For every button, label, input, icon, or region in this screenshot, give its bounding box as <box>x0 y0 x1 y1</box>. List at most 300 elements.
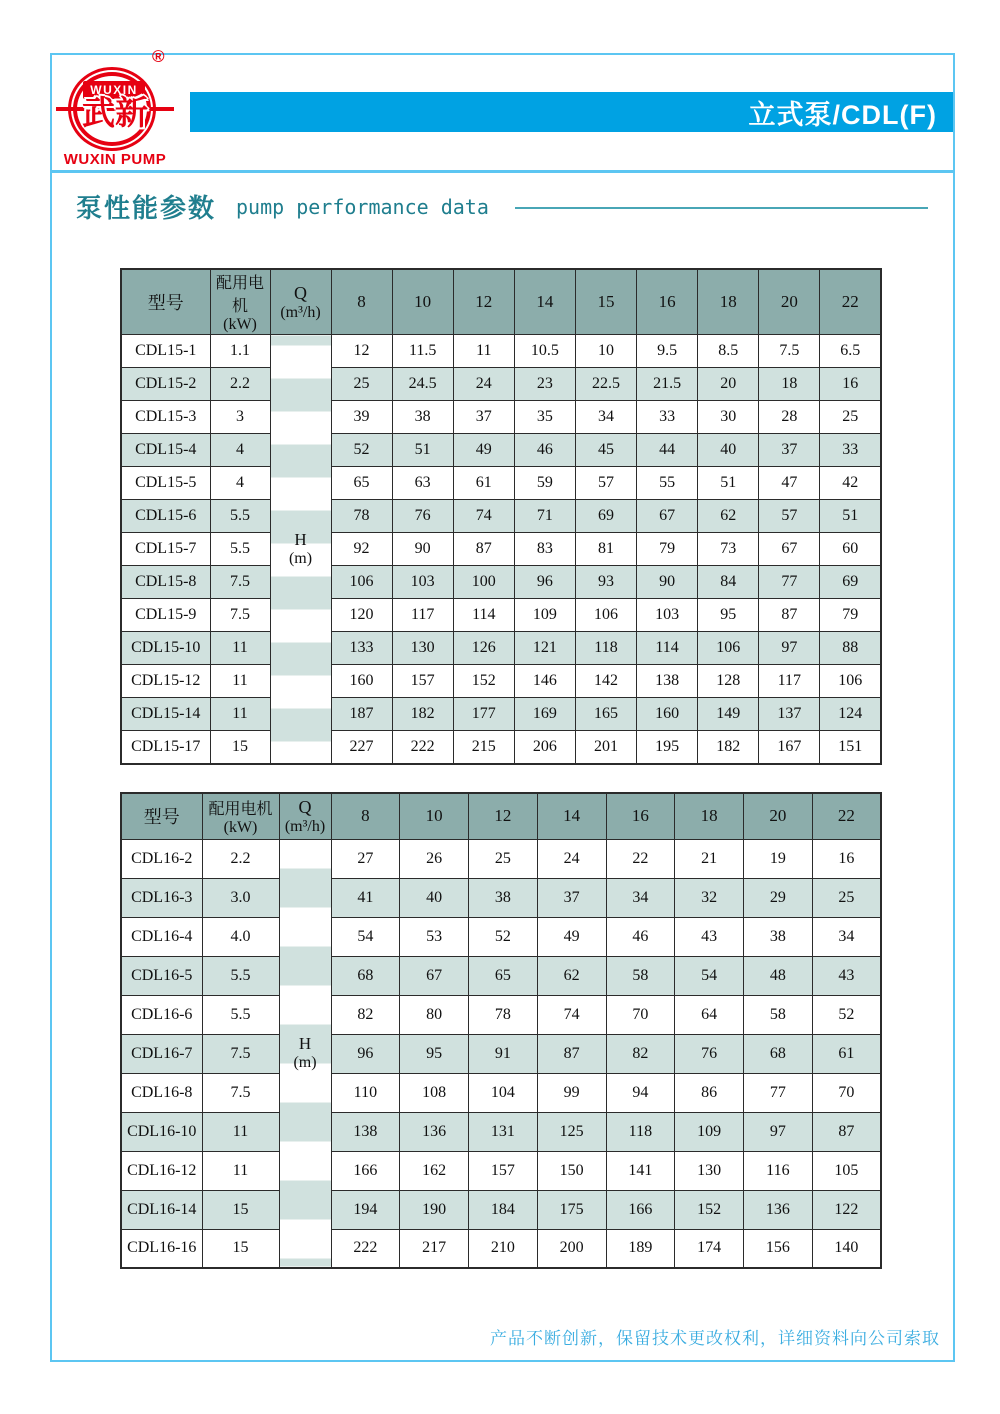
head-value-cell: 62 <box>698 500 759 533</box>
head-value-cell: 206 <box>514 731 575 764</box>
head-value-cell: 83 <box>514 533 575 566</box>
head-value-cell: 137 <box>759 698 820 731</box>
head-value-cell: 141 <box>606 1151 675 1190</box>
head-value-cell: 48 <box>744 956 813 995</box>
head-value-cell: 49 <box>537 917 606 956</box>
head-value-cell: 96 <box>331 1034 400 1073</box>
header-flow-15: 15 <box>575 269 636 335</box>
head-value-cell: 222 <box>392 731 453 764</box>
head-value-cell: 67 <box>637 500 698 533</box>
header-flow-12: 12 <box>453 269 514 335</box>
head-value-cell: 126 <box>453 632 514 665</box>
head-value-cell: 57 <box>575 467 636 500</box>
head-unit-line1: H <box>294 529 307 549</box>
head-value-cell: 20 <box>698 368 759 401</box>
company-logo <box>52 45 182 175</box>
table-row <box>121 1112 881 1151</box>
head-value-cell: 46 <box>514 434 575 467</box>
section-title-rule <box>515 207 928 209</box>
head-value-cell: 43 <box>675 917 744 956</box>
model-cell: CDL16-10 <box>121 1112 202 1151</box>
head-value-cell: 109 <box>514 599 575 632</box>
head-value-cell: 8.5 <box>698 335 759 368</box>
table-row <box>121 368 881 401</box>
head-value-cell: 32 <box>675 878 744 917</box>
table-row <box>121 1151 881 1190</box>
head-value-cell: 7.5 <box>759 335 820 368</box>
head-value-cell: 131 <box>469 1112 538 1151</box>
head-unit-line1: H <box>298 1034 312 1054</box>
head-value-cell: 24 <box>453 368 514 401</box>
power-cell: 3.0 <box>202 878 279 917</box>
power-cell: 11 <box>202 1112 279 1151</box>
table-row <box>121 839 881 878</box>
header-row <box>121 793 881 839</box>
head-value-cell: 79 <box>820 599 881 632</box>
head-value-cell: 30 <box>698 401 759 434</box>
head-value-cell: 114 <box>637 632 698 665</box>
section-title <box>76 188 928 225</box>
head-value-cell: 200 <box>537 1229 606 1268</box>
head-value-cell: 105 <box>812 1151 881 1190</box>
head-value-cell: 12 <box>331 335 392 368</box>
table-row <box>121 467 881 500</box>
head-value-cell: 156 <box>744 1229 813 1268</box>
head-value-cell: 80 <box>400 995 469 1034</box>
header-flow-8: 8 <box>331 793 400 839</box>
head-value-cell: 96 <box>514 566 575 599</box>
head-value-cell: 46 <box>606 917 675 956</box>
head-value-cell: 152 <box>453 665 514 698</box>
header-motor <box>210 269 270 335</box>
power-cell: 2.2 <box>202 839 279 878</box>
model-cell: CDL15-8 <box>121 566 210 599</box>
head-value-cell: 90 <box>637 566 698 599</box>
head-value-cell: 59 <box>514 467 575 500</box>
head-value-cell: 70 <box>606 995 675 1034</box>
head-value-cell: 19 <box>744 839 813 878</box>
head-value-cell: 35 <box>514 401 575 434</box>
cdl16-performance-table <box>120 792 882 1269</box>
head-value-cell: 150 <box>537 1151 606 1190</box>
head-unit-merged-cell <box>279 839 331 1268</box>
head-value-cell: 104 <box>469 1073 538 1112</box>
head-value-cell: 108 <box>400 1073 469 1112</box>
header-motor-line2: (kW) <box>223 818 258 836</box>
head-value-cell: 68 <box>331 956 400 995</box>
head-value-cell: 16 <box>812 839 881 878</box>
header-q-line1: Q <box>298 796 312 817</box>
head-value-cell: 103 <box>637 599 698 632</box>
head-value-cell: 54 <box>675 956 744 995</box>
head-value-cell: 175 <box>537 1190 606 1229</box>
head-value-cell: 6.5 <box>820 335 881 368</box>
head-value-cell: 26 <box>400 839 469 878</box>
header-flow-16: 16 <box>606 793 675 839</box>
model-cell: CDL16-8 <box>121 1073 202 1112</box>
head-value-cell: 87 <box>453 533 514 566</box>
head-value-cell: 58 <box>606 956 675 995</box>
model-cell: CDL16-14 <box>121 1190 202 1229</box>
head-value-cell: 64 <box>675 995 744 1034</box>
header-motor-line1: 配用电机 <box>215 275 264 315</box>
head-value-cell: 37 <box>453 401 514 434</box>
head-value-cell: 37 <box>537 878 606 917</box>
logo-wuxin-box: WUXIN <box>83 81 145 99</box>
head-value-cell: 146 <box>514 665 575 698</box>
table-row <box>121 1190 881 1229</box>
head-value-cell: 160 <box>331 665 392 698</box>
head-value-cell: 69 <box>820 566 881 599</box>
power-cell: 5.5 <box>202 995 279 1034</box>
head-value-cell: 217 <box>400 1229 469 1268</box>
table-row <box>121 1229 881 1268</box>
head-value-cell: 151 <box>820 731 881 764</box>
head-value-cell: 128 <box>698 665 759 698</box>
head-value-cell: 63 <box>392 467 453 500</box>
head-value-cell: 65 <box>331 467 392 500</box>
header-q-line2: (m³/h) <box>284 817 326 835</box>
head-unit-merged-cell <box>270 335 331 764</box>
head-value-cell: 167 <box>759 731 820 764</box>
head-value-cell: 138 <box>331 1112 400 1151</box>
head-value-cell: 177 <box>453 698 514 731</box>
head-value-cell: 69 <box>575 500 636 533</box>
head-value-cell: 162 <box>400 1151 469 1190</box>
head-value-cell: 44 <box>637 434 698 467</box>
power-cell: 15 <box>210 731 270 764</box>
power-cell: 2.2 <box>210 368 270 401</box>
registered-trademark-icon: ® <box>152 47 165 66</box>
header-model: 型号 <box>121 269 210 335</box>
header-flow-8: 8 <box>331 269 392 335</box>
head-value-cell: 227 <box>331 731 392 764</box>
head-value-cell: 100 <box>453 566 514 599</box>
header-model: 型号 <box>121 793 202 839</box>
header-banner <box>190 92 953 132</box>
head-value-cell: 25 <box>331 368 392 401</box>
head-value-cell: 34 <box>575 401 636 434</box>
head-value-cell: 78 <box>469 995 538 1034</box>
power-cell: 5.5 <box>210 533 270 566</box>
head-value-cell: 87 <box>812 1112 881 1151</box>
head-value-cell: 16 <box>820 368 881 401</box>
footer-disclaimer: 产品不断创新，保留技术更改权利，详细资料向公司索取 <box>490 1329 940 1348</box>
head-value-cell: 106 <box>575 599 636 632</box>
model-cell: CDL15-7 <box>121 533 210 566</box>
header-flow-10: 10 <box>400 793 469 839</box>
model-cell: CDL16-5 <box>121 956 202 995</box>
head-value-cell: 130 <box>675 1151 744 1190</box>
head-value-cell: 76 <box>675 1034 744 1073</box>
head-value-cell: 157 <box>392 665 453 698</box>
power-cell: 7.5 <box>202 1034 279 1073</box>
model-cell: CDL15-1 <box>121 335 210 368</box>
head-value-cell: 73 <box>698 533 759 566</box>
head-value-cell: 133 <box>331 632 392 665</box>
head-value-cell: 118 <box>606 1112 675 1151</box>
table-row <box>121 1073 881 1112</box>
head-value-cell: 210 <box>469 1229 538 1268</box>
head-value-cell: 160 <box>637 698 698 731</box>
header-motor <box>202 793 279 839</box>
head-value-cell: 86 <box>675 1073 744 1112</box>
header-flow-12: 12 <box>469 793 538 839</box>
head-value-cell: 65 <box>469 956 538 995</box>
head-value-cell: 29 <box>744 878 813 917</box>
head-value-cell: 41 <box>331 878 400 917</box>
head-value-cell: 43 <box>812 956 881 995</box>
header-q-line1: Q <box>294 282 307 303</box>
table-row <box>121 878 881 917</box>
table-row <box>121 599 881 632</box>
head-value-cell: 142 <box>575 665 636 698</box>
head-value-cell: 222 <box>331 1229 400 1268</box>
model-cell: CDL15-9 <box>121 599 210 632</box>
head-value-cell: 79 <box>637 533 698 566</box>
head-value-cell: 68 <box>744 1034 813 1073</box>
logo-chinese-name: 武新 <box>82 94 148 131</box>
head-value-cell: 25 <box>820 401 881 434</box>
head-value-cell: 166 <box>606 1190 675 1229</box>
power-cell: 11 <box>210 698 270 731</box>
power-cell: 11 <box>202 1151 279 1190</box>
model-cell: CDL15-3 <box>121 401 210 434</box>
head-value-cell: 125 <box>537 1112 606 1151</box>
head-value-cell: 189 <box>606 1229 675 1268</box>
head-value-cell: 88 <box>820 632 881 665</box>
power-cell: 11 <box>210 632 270 665</box>
head-value-cell: 9.5 <box>637 335 698 368</box>
power-cell: 4 <box>210 467 270 500</box>
table-row <box>121 533 881 566</box>
power-cell: 15 <box>202 1229 279 1268</box>
head-value-cell: 109 <box>675 1112 744 1151</box>
head-value-cell: 52 <box>331 434 392 467</box>
model-cell: CDL15-6 <box>121 500 210 533</box>
model-cell: CDL16-7 <box>121 1034 202 1073</box>
head-unit-line2: (m) <box>293 1054 317 1072</box>
page-title: 立式泵/CDL(F) <box>748 99 937 130</box>
head-value-cell: 201 <box>575 731 636 764</box>
power-cell: 15 <box>202 1190 279 1229</box>
head-value-cell: 52 <box>812 995 881 1034</box>
section-title-chinese: 泵性能参数 <box>76 193 217 223</box>
head-value-cell: 94 <box>606 1073 675 1112</box>
head-value-cell: 106 <box>820 665 881 698</box>
section-title-english: pump performance data <box>236 194 489 219</box>
head-value-cell: 190 <box>400 1190 469 1229</box>
logo-caption: WUXIN PUMP <box>63 151 167 168</box>
head-value-cell: 21 <box>675 839 744 878</box>
head-value-cell: 51 <box>698 467 759 500</box>
head-value-cell: 10.5 <box>514 335 575 368</box>
head-value-cell: 82 <box>331 995 400 1034</box>
head-value-cell: 152 <box>675 1190 744 1229</box>
head-value-cell: 174 <box>675 1229 744 1268</box>
head-value-cell: 38 <box>392 401 453 434</box>
head-value-cell: 95 <box>698 599 759 632</box>
header-flow-14: 14 <box>537 793 606 839</box>
power-cell: 4.0 <box>202 917 279 956</box>
model-cell: CDL15-5 <box>121 467 210 500</box>
table-row <box>121 917 881 956</box>
head-value-cell: 22.5 <box>575 368 636 401</box>
model-cell: CDL15-4 <box>121 434 210 467</box>
head-value-cell: 11 <box>453 335 514 368</box>
head-value-cell: 182 <box>698 731 759 764</box>
head-value-cell: 24.5 <box>392 368 453 401</box>
head-value-cell: 18 <box>759 368 820 401</box>
head-value-cell: 87 <box>759 599 820 632</box>
head-value-cell: 51 <box>820 500 881 533</box>
head-value-cell: 195 <box>637 731 698 764</box>
head-value-cell: 93 <box>575 566 636 599</box>
head-value-cell: 34 <box>812 917 881 956</box>
head-value-cell: 57 <box>759 500 820 533</box>
head-value-cell: 67 <box>400 956 469 995</box>
power-cell: 5.5 <box>202 956 279 995</box>
head-value-cell: 110 <box>331 1073 400 1112</box>
head-value-cell: 61 <box>453 467 514 500</box>
head-value-cell: 22 <box>606 839 675 878</box>
head-value-cell: 117 <box>392 599 453 632</box>
head-value-cell: 97 <box>744 1112 813 1151</box>
head-value-cell: 34 <box>606 878 675 917</box>
head-value-cell: 82 <box>606 1034 675 1073</box>
head-value-cell: 47 <box>759 467 820 500</box>
model-cell: CDL15-2 <box>121 368 210 401</box>
head-value-cell: 169 <box>514 698 575 731</box>
head-value-cell: 121 <box>514 632 575 665</box>
model-cell: CDL16-4 <box>121 917 202 956</box>
head-value-cell: 120 <box>331 599 392 632</box>
head-value-cell: 70 <box>812 1073 881 1112</box>
model-cell: CDL15-17 <box>121 731 210 764</box>
head-value-cell: 33 <box>637 401 698 434</box>
model-cell: CDL16-16 <box>121 1229 202 1268</box>
header-flow-10: 10 <box>392 269 453 335</box>
header-row <box>121 269 881 335</box>
head-value-cell: 90 <box>392 533 453 566</box>
header-flow-14: 14 <box>514 269 575 335</box>
power-cell: 3 <box>210 401 270 434</box>
head-value-cell: 71 <box>514 500 575 533</box>
header-flow-22: 22 <box>820 269 881 335</box>
header-q <box>270 269 331 335</box>
head-value-cell: 52 <box>469 917 538 956</box>
header-flow-18: 18 <box>698 269 759 335</box>
head-value-cell: 54 <box>331 917 400 956</box>
head-value-cell: 136 <box>400 1112 469 1151</box>
power-cell: 4 <box>210 434 270 467</box>
head-value-cell: 77 <box>759 566 820 599</box>
head-value-cell: 42 <box>820 467 881 500</box>
model-cell: CDL15-10 <box>121 632 210 665</box>
header-motor-line1: 配用电机 <box>208 800 273 818</box>
head-value-cell: 187 <box>331 698 392 731</box>
head-value-cell: 84 <box>698 566 759 599</box>
head-value-cell: 40 <box>698 434 759 467</box>
head-value-cell: 74 <box>537 995 606 1034</box>
head-value-cell: 25 <box>469 839 538 878</box>
table-row <box>121 1034 881 1073</box>
model-cell: CDL15-12 <box>121 665 210 698</box>
head-value-cell: 55 <box>637 467 698 500</box>
head-value-cell: 117 <box>759 665 820 698</box>
head-value-cell: 11.5 <box>392 335 453 368</box>
power-cell: 7.5 <box>210 599 270 632</box>
header-flow-20: 20 <box>759 269 820 335</box>
table-row <box>121 698 881 731</box>
power-cell: 7.5 <box>202 1073 279 1112</box>
header-flow-16: 16 <box>637 269 698 335</box>
table-row <box>121 665 881 698</box>
head-unit-line2: (m) <box>288 549 313 567</box>
head-value-cell: 37 <box>759 434 820 467</box>
model-cell: CDL16-2 <box>121 839 202 878</box>
head-value-cell: 165 <box>575 698 636 731</box>
power-cell: 5.5 <box>210 500 270 533</box>
table-row <box>121 335 881 368</box>
head-value-cell: 10 <box>575 335 636 368</box>
table-row <box>121 995 881 1034</box>
head-value-cell: 81 <box>575 533 636 566</box>
head-value-cell: 61 <box>812 1034 881 1073</box>
head-value-cell: 76 <box>392 500 453 533</box>
head-value-cell: 149 <box>698 698 759 731</box>
head-value-cell: 58 <box>744 995 813 1034</box>
head-value-cell: 53 <box>400 917 469 956</box>
head-value-cell: 97 <box>759 632 820 665</box>
head-value-cell: 124 <box>820 698 881 731</box>
head-value-cell: 60 <box>820 533 881 566</box>
table-row <box>121 401 881 434</box>
table-row <box>121 566 881 599</box>
head-value-cell: 140 <box>812 1229 881 1268</box>
head-value-cell: 23 <box>514 368 575 401</box>
head-value-cell: 95 <box>400 1034 469 1073</box>
header-divider-line <box>50 170 953 173</box>
head-value-cell: 138 <box>637 665 698 698</box>
head-value-cell: 78 <box>331 500 392 533</box>
head-value-cell: 39 <box>331 401 392 434</box>
head-value-cell: 92 <box>331 533 392 566</box>
header-q <box>279 793 331 839</box>
head-value-cell: 103 <box>392 566 453 599</box>
header-motor-line2: (kW) <box>223 316 257 333</box>
head-value-cell: 136 <box>744 1190 813 1229</box>
model-cell: CDL16-12 <box>121 1151 202 1190</box>
model-cell: CDL16-3 <box>121 878 202 917</box>
model-cell: CDL16-6 <box>121 995 202 1034</box>
table-row <box>121 434 881 467</box>
head-value-cell: 21.5 <box>637 368 698 401</box>
head-value-cell: 45 <box>575 434 636 467</box>
head-value-cell: 194 <box>331 1190 400 1229</box>
head-value-cell: 106 <box>331 566 392 599</box>
header-q-line2: (m³/h) <box>280 303 321 321</box>
table-row <box>121 956 881 995</box>
header-flow-20: 20 <box>744 793 813 839</box>
head-value-cell: 215 <box>453 731 514 764</box>
head-value-cell: 51 <box>392 434 453 467</box>
head-value-cell: 87 <box>537 1034 606 1073</box>
head-value-cell: 38 <box>744 917 813 956</box>
table-row <box>121 731 881 764</box>
head-value-cell: 130 <box>392 632 453 665</box>
head-value-cell: 118 <box>575 632 636 665</box>
